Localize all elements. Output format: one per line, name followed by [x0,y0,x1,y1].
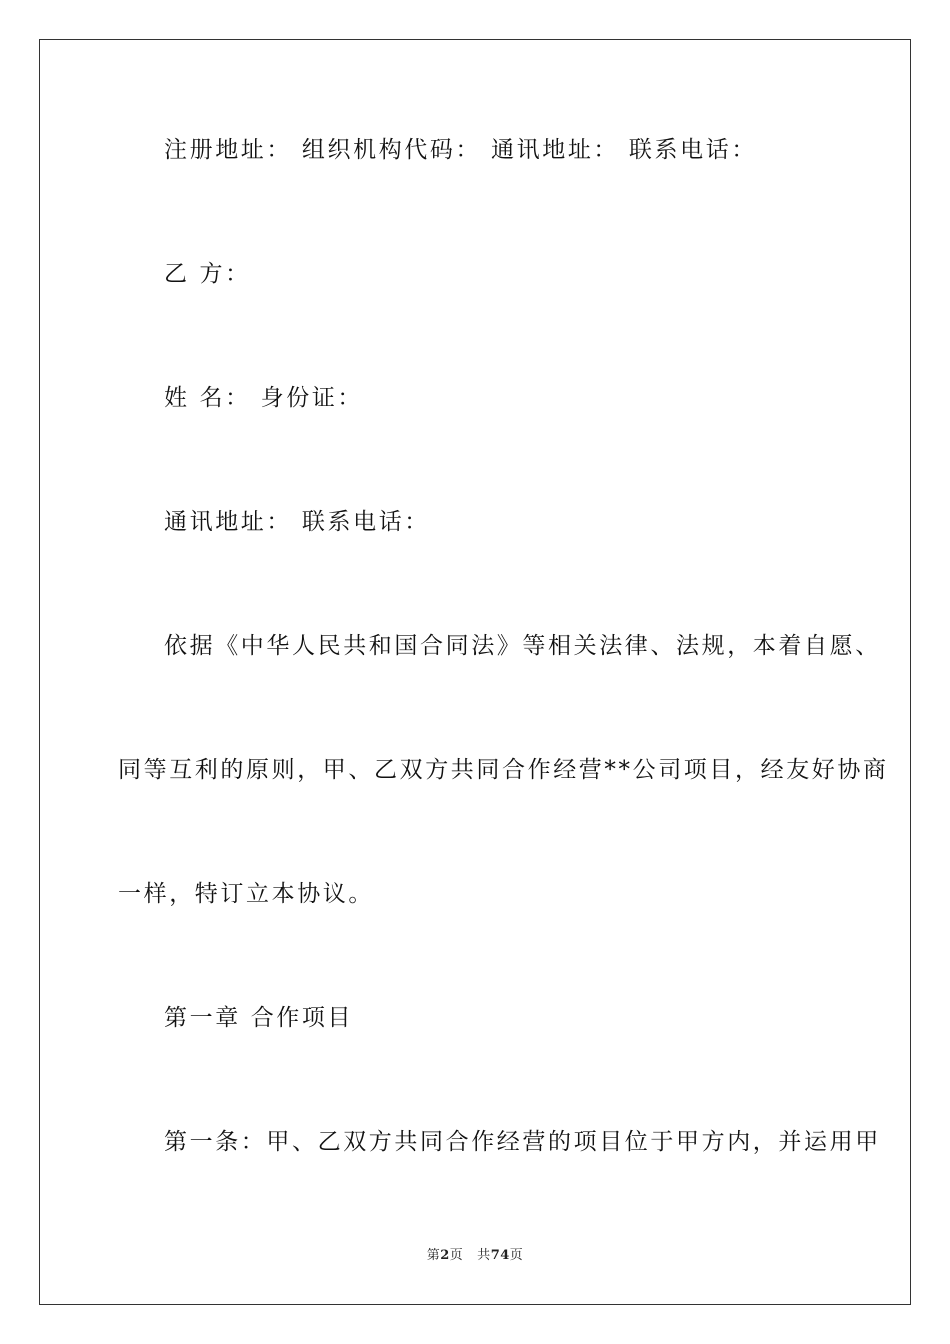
footer-page-suffix: 页 [449,1248,464,1263]
page-footer [0,1247,950,1265]
footer-total-pages: 74 [490,1248,510,1263]
party-a-address-line: 注册地址： 组织机构代码： 通讯地址： 联系电话： [164,137,757,163]
preamble-line-2: 同等互利的原则，甲、乙双方共同合作经营**公司项目，经友好协商 [118,757,889,783]
footer-page-prefix: 第 [426,1248,441,1263]
footer-total-prefix: 共 [477,1248,491,1263]
footer-page-number: 2 [440,1248,450,1263]
preamble-line-3: 一样，特订立本协议。 [118,881,374,907]
preamble-line-1: 依据《中华人民共和国合同法》等相关法律、法规，本着自愿、 [164,633,881,659]
page-frame [39,39,911,1305]
footer-total-suffix: 页 [509,1248,524,1263]
chapter-heading: 第一章 合作项目 [164,1005,354,1031]
party-b-name-line: 姓 名： 身份证： [164,385,364,411]
article-one-line: 第一条：甲、乙双方共同合作经营的项目位于甲方内，并运用甲 [164,1129,881,1155]
party-b-heading: 乙 方： [164,261,251,287]
party-b-contact-line: 通讯地址： 联系电话： [164,509,430,535]
